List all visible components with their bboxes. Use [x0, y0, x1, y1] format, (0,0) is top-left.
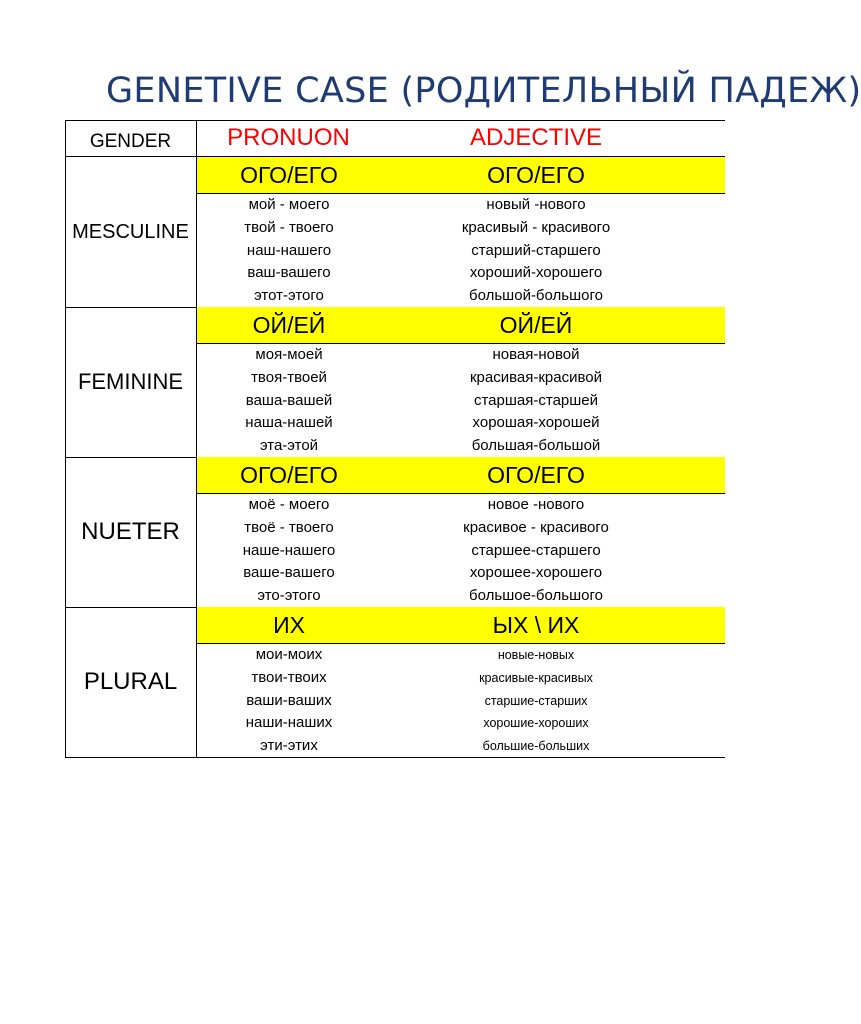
pronoun-example: наше-нашего [242, 541, 336, 559]
example-row [197, 262, 725, 285]
genitive-table [65, 120, 692, 760]
adjective-example: большая-большой [471, 437, 601, 455]
pronoun-example: это-этого [257, 587, 321, 605]
pronoun-example: эта-этой [259, 437, 319, 455]
example-row [197, 217, 725, 240]
example-list [197, 194, 725, 308]
pronoun-ending: ИХ [273, 611, 305, 638]
pronoun-example: ваши-ваших [246, 691, 332, 709]
adjective-example: большие-больших [482, 739, 590, 754]
example-row [197, 240, 725, 263]
adjective-ending: ЫХ \ ИХ [492, 611, 580, 638]
pronoun-example: ваша-вашей [245, 391, 333, 409]
ending-row [197, 607, 725, 644]
adjective-ending: ОГО/ЕГО [487, 461, 585, 488]
pronoun-ending: ОЙ/ЕЙ [252, 311, 326, 338]
adjective-example: хорошее-хорошего [469, 564, 603, 582]
example-row [197, 435, 725, 458]
pronoun-example: мой - моего [248, 196, 330, 213]
adjective-ending: ОЙ/ЕЙ [499, 311, 573, 338]
adjective-example: новая-новой [492, 346, 580, 363]
pronoun-example: моё - моего [248, 496, 330, 513]
example-row [197, 735, 725, 758]
adjective-example: красивый - красивого [461, 218, 611, 236]
pronoun-example: этот-этого [254, 287, 324, 305]
adjective-example: большой-большого [469, 287, 603, 305]
pronoun-example: твоё - твоего [244, 518, 334, 536]
table-left-border [65, 120, 66, 758]
adjective-example: хорошая-хорошей [472, 414, 600, 432]
ending-row [197, 307, 725, 344]
adjective-example: старший-старшего [471, 241, 601, 259]
pronoun-example: ваше-вашего [243, 564, 335, 582]
example-list [197, 344, 725, 458]
ending-row [197, 157, 725, 194]
group-plural [65, 607, 725, 758]
group-neuter [65, 457, 725, 608]
pronoun-ending: ОГО/ЕГО [240, 161, 338, 188]
pronoun-example: ваш-вашего [247, 264, 331, 282]
gender-label: PLURAL [83, 668, 178, 695]
gender-label: NUETER [81, 518, 180, 545]
adjective-example: новые-новых [497, 648, 575, 662]
adjective-example: хорошие-хороших [483, 716, 589, 731]
group-masculine [65, 157, 725, 308]
pronoun-example: твоя-твоей [251, 368, 327, 386]
adjective-example: красивое - красивого [463, 518, 609, 536]
example-row [197, 540, 725, 563]
example-row [197, 390, 725, 413]
adjective-example: красивые-красивых [479, 670, 593, 685]
example-row [197, 585, 725, 608]
example-list [197, 644, 725, 758]
example-row [197, 562, 725, 585]
adjective-example: старшие-старших [484, 693, 588, 708]
pronoun-column-header: PRONUON [227, 124, 350, 151]
pronoun-example: твои-твоих [251, 668, 327, 686]
pronoun-example: наш-нашего [246, 241, 332, 259]
adjective-ending: ОГО/ЕГО [487, 161, 585, 188]
example-row [197, 667, 725, 690]
adjective-example: новый -нового [486, 196, 586, 213]
adjective-example: большое-большого [469, 587, 603, 605]
group-feminine [65, 307, 725, 458]
example-row [197, 412, 725, 435]
adjective-example: старшее-старшего [471, 541, 601, 559]
pronoun-example: эти-этих [260, 737, 318, 755]
pronoun-example: мои-моих [255, 646, 323, 663]
pronoun-example: твой - твоего [244, 218, 334, 236]
pronoun-example: моя-моей [255, 346, 323, 363]
example-row [197, 690, 725, 713]
example-row [197, 494, 725, 517]
example-row [197, 712, 725, 735]
adjective-example: хороший-хорошего [469, 264, 603, 282]
example-row [197, 367, 725, 390]
gender-column-divider [196, 120, 197, 758]
title-container [0, 68, 861, 120]
table-header-row [65, 120, 725, 157]
gender-column-header: GENDER [89, 131, 172, 152]
pronoun-ending: ОГО/ЕГО [240, 461, 338, 488]
example-row [197, 344, 725, 367]
example-row [197, 194, 725, 217]
pronoun-example: наша-нашей [245, 414, 333, 432]
example-row [197, 285, 725, 308]
gender-label: MESCULINE [72, 220, 189, 243]
adjective-example: старшая-старшей [473, 391, 599, 409]
pronoun-example: наши-наших [245, 714, 333, 732]
gender-label: FEMININE [77, 369, 184, 394]
example-list [197, 494, 725, 608]
adjective-example: новое -нового [487, 496, 585, 513]
adjective-column-header: ADJECTIVE [469, 124, 603, 151]
example-row [197, 644, 725, 667]
adjective-example: красивая-красивой [469, 368, 603, 386]
example-row [197, 517, 725, 540]
ending-row [197, 457, 725, 494]
page-title: GENETIVE CASE (РОДИТЕЛЬНЫЙ ПАДЕЖ) [106, 71, 861, 111]
